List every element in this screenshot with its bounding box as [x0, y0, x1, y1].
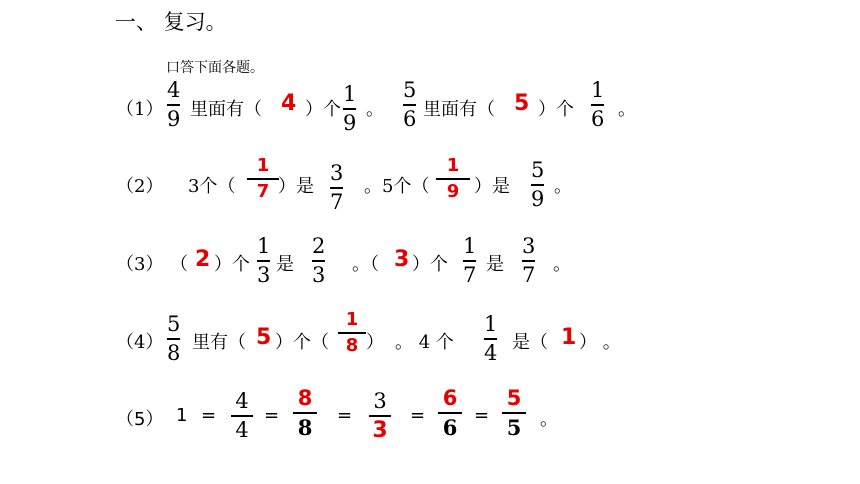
q2-number: （2） [116, 176, 164, 197]
q4-text-5: 是（ [512, 332, 548, 353]
q3-answer-1: 2 [195, 247, 211, 272]
q3-text-7: 。 [553, 254, 571, 275]
q1-fraction-4-9: 4 9 [167, 78, 181, 131]
q2-fraction-3-7: 3 7 [330, 161, 344, 214]
q2-answer-1: 1 7 [247, 157, 279, 201]
section-heading: 一、 复习。 [115, 10, 227, 34]
q5-one: 1 [176, 405, 188, 426]
q3-number: （3） [116, 254, 164, 275]
q5-equals-5: = [474, 405, 490, 426]
q1-fraction-1-9: 1 9 [343, 82, 357, 135]
q3-text-1: （ [170, 254, 188, 275]
q4-answer-2: 1 8 [338, 311, 366, 355]
q1-text-3: 。 [366, 99, 384, 120]
q3-text-6: 是 [486, 254, 504, 275]
q5-answer-5: 5 5 [502, 388, 526, 438]
q1-answer-1: 4 [281, 91, 297, 116]
q2-fraction-5-9: 5 9 [531, 158, 545, 211]
q2-text-2: ）是 [278, 176, 314, 197]
q5-equals-2: = [264, 405, 280, 426]
q4-fraction-5-8: 5 8 [167, 312, 181, 365]
q2-text-5: 。 [554, 176, 572, 197]
q1-fraction-5-6: 5 6 [403, 78, 417, 131]
q1-text-1: 里面有（ [190, 99, 262, 120]
q3-text-3: 是 [276, 254, 294, 275]
q1-fraction-1-6: 1 6 [591, 78, 605, 131]
q5-equals-1: = [201, 405, 217, 426]
q1-answer-2: 5 [514, 91, 530, 116]
q4-text-3: ） [366, 332, 384, 353]
q2-text-3: 。5个（ [364, 176, 430, 197]
q5-fraction-3-3: 3 3 [369, 391, 391, 442]
q2-text-1: 3个（ [188, 176, 236, 197]
q1-number: （1） [116, 99, 164, 120]
q5-end: 。 [540, 409, 558, 430]
q1-text-5: ）个 [538, 99, 574, 120]
q5-number: （5） [116, 409, 164, 430]
q4-text-1: 里有（ [192, 332, 246, 353]
instruction-text: 口答下面各题。 [166, 60, 264, 76]
q2-text-4: ）是 [474, 176, 510, 197]
q3-fraction-1-3: 1 3 [257, 234, 271, 287]
q3-fraction-1-7: 1 7 [463, 234, 477, 287]
q3-answer-2: 3 [394, 247, 410, 272]
q4-number: （4） [116, 332, 164, 353]
q5-answer-6: 6 6 [438, 388, 462, 438]
q3-text-4: 。（ [352, 254, 379, 275]
q3-fraction-2-3: 2 3 [312, 234, 326, 287]
q1-text-4: 里面有（ [423, 99, 495, 120]
q3-text-2: ）个 [214, 254, 250, 275]
q1-text-2: ）个 [305, 99, 341, 120]
q4-answer-1: 5 [256, 325, 272, 350]
q2-answer-2: 1 9 [436, 157, 470, 201]
q5-equals-4: = [410, 405, 426, 426]
q4-text-4: 。 4 个 [395, 332, 454, 353]
q4-text-2: ）个（ [275, 332, 329, 353]
q4-fraction-1-4: 1 4 [484, 312, 498, 365]
q4-answer-3: 1 [561, 325, 577, 350]
q1-text-6: 。 [618, 99, 636, 120]
q5-fraction-4-4: 4 4 [231, 391, 253, 441]
q4-text-6: ） 。 [579, 332, 621, 353]
q5-answer-8: 8 8 [293, 388, 317, 438]
q3-fraction-3-7: 3 7 [522, 234, 536, 287]
q3-text-5: ）个 [412, 254, 448, 275]
q5-equals-3: = [337, 405, 353, 426]
